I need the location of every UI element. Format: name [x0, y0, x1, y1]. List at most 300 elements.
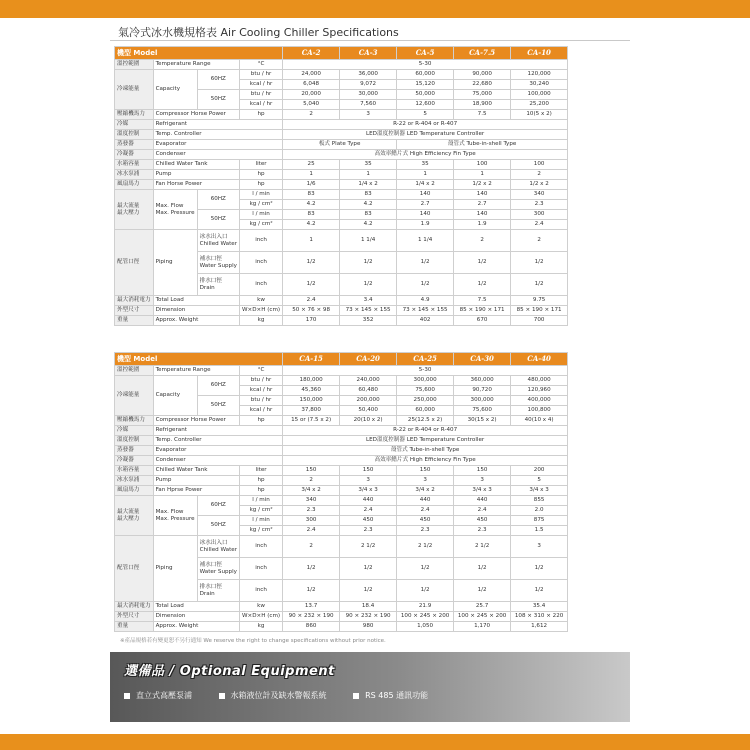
value-cell: R-22 or R-404 or R-407	[283, 120, 568, 130]
unit-cell: kg	[240, 316, 283, 326]
model-name-cell: CA-10	[511, 47, 568, 60]
value-cell: 1/2	[340, 252, 397, 274]
value-cell: 440	[454, 496, 511, 506]
label-en-cell: Refrigerant	[153, 426, 283, 436]
sublabel-en: Water Supply	[199, 568, 237, 575]
value-cell: 殼管式 Tube-in-shell Type	[397, 140, 568, 150]
value-cell: 60,000	[397, 406, 454, 416]
unit-cell: hp	[240, 416, 283, 426]
value-cell: 30,240	[511, 80, 568, 90]
freq-cell: 50HZ	[197, 90, 239, 110]
value-cell: 670	[454, 316, 511, 326]
label-en-cell: Compressor Horse Power	[153, 416, 239, 426]
value-cell: 340	[283, 496, 340, 506]
value-cell: 402	[397, 316, 454, 326]
value-cell: 1/2	[283, 558, 340, 580]
value-cell: 40(10 x 4)	[511, 416, 568, 426]
page-title: 氣冷式冰水機規格表 Air Cooling Chiller Specifications	[118, 26, 399, 39]
value-cell: 4.9	[397, 296, 454, 306]
value-cell: 6,048	[283, 80, 340, 90]
value-cell: 1 1/4	[397, 230, 454, 252]
value-cell: 36,000	[340, 70, 397, 80]
label-en-cell: Piping	[153, 536, 197, 602]
row-refrigerant	[115, 426, 568, 436]
value-cell: 15 or (7.5 x 2)	[283, 416, 340, 426]
row-compressor	[115, 110, 568, 120]
label-en-cell: Chilled Water Tank	[153, 466, 239, 476]
row-fan	[115, 486, 568, 496]
value-cell: 860	[283, 622, 340, 632]
value-cell: 100 × 245 × 200	[454, 612, 511, 622]
value-cell: 2.4	[397, 506, 454, 516]
spec-table-1	[114, 46, 568, 326]
value-cell: 1/2	[454, 252, 511, 274]
unit-cell: inch	[240, 274, 283, 296]
value-cell: 2	[283, 110, 340, 120]
value-cell: 1/2	[397, 274, 454, 296]
value-cell: 100,800	[511, 406, 568, 416]
sublabel-zh: 補水口徑	[199, 562, 222, 569]
row-pump	[115, 476, 568, 486]
value-cell: 83	[340, 210, 397, 220]
value-cell: 90 × 232 × 190	[340, 612, 397, 622]
value-cell: 4.2	[283, 220, 340, 230]
sublabel-zh: 補水口徑	[199, 256, 222, 263]
value-cell: 殼管式 Tube-in-shell Type	[283, 446, 568, 456]
row-piping	[115, 230, 568, 252]
value-cell: 340	[511, 190, 568, 200]
label-en-cell: Total Load	[153, 602, 239, 612]
value-cell: 3/4 x 3	[454, 486, 511, 496]
square-bullet-icon	[124, 693, 130, 699]
model-header: 機型 Model	[115, 353, 283, 366]
sublabel-cell	[197, 230, 239, 252]
top-accent-bar	[0, 0, 750, 18]
row-fan	[115, 180, 568, 190]
label-zh-cell: 冷媒	[115, 120, 154, 130]
row-temp-controller	[115, 436, 568, 446]
value-cell: 25	[283, 160, 340, 170]
value-cell: 90,000	[454, 70, 511, 80]
unit-cell: kcal / hr	[240, 386, 283, 396]
value-cell: 1,612	[511, 622, 568, 632]
row-refrigerant	[115, 120, 568, 130]
value-cell: 板式 Plate Type	[283, 140, 397, 150]
value-cell: 875	[511, 516, 568, 526]
value-cell: 1/4 x 2	[340, 180, 397, 190]
value-cell: 2	[283, 476, 340, 486]
label-zh-cell: 外型尺寸	[115, 306, 154, 316]
value-cell: 250,000	[397, 396, 454, 406]
label-en-pressure: Max. Pressure	[155, 515, 195, 522]
value-cell: 300,000	[454, 396, 511, 406]
header-row	[115, 353, 568, 366]
value-cell: R-22 or R-404 or R-407	[283, 426, 568, 436]
value-cell: 50,000	[397, 90, 454, 100]
value-cell: 1.5	[511, 526, 568, 536]
bottom-accent-bar	[0, 734, 750, 750]
value-cell: 30,000	[340, 90, 397, 100]
row-total-load	[115, 602, 568, 612]
value-cell: 83	[283, 210, 340, 220]
value-cell: 360,000	[454, 376, 511, 386]
value-cell: 3	[511, 536, 568, 558]
value-cell: 25(12.5 x 2)	[397, 416, 454, 426]
value-cell: 3/4 x 2	[283, 486, 340, 496]
unit-cell: kw	[240, 296, 283, 306]
label-zh-cell: 最大消耗電力	[115, 602, 154, 612]
optional-equipment-list	[124, 690, 452, 701]
label-en-cell: Capacity	[153, 376, 197, 416]
value-cell: 3/4 x 3	[511, 486, 568, 496]
value-cell: 100,000	[511, 90, 568, 100]
label-en-cell: Temp. Controller	[153, 436, 283, 446]
label-zh-cell: 溫度控制	[115, 436, 154, 446]
value-cell: 450	[397, 516, 454, 526]
value-cell: 75,600	[397, 386, 454, 396]
value-cell: 85 × 190 × 171	[454, 306, 511, 316]
value-cell: 1	[340, 170, 397, 180]
label-en-cell: Fan Hprse Power	[153, 486, 239, 496]
label-zh-cell: 溫度控制	[115, 130, 154, 140]
freq-cell: 60HZ	[197, 496, 239, 516]
value-cell: 1/2	[397, 580, 454, 602]
label-en-cell: Approx. Weight	[153, 316, 239, 326]
label-zh-cell: 蒸發器	[115, 446, 154, 456]
label-zh-pressure: 最大壓力	[117, 209, 140, 216]
sublabel-en: Chilled Water	[199, 240, 238, 247]
value-cell: 1/2	[283, 274, 340, 296]
unit-cell: liter	[240, 466, 283, 476]
value-cell: 150,000	[283, 396, 340, 406]
unit-cell: kcal / hr	[240, 406, 283, 416]
label-en-cell: Pump	[153, 476, 239, 486]
value-cell: 21.9	[397, 602, 454, 612]
label-zh-flow: 最大流量	[117, 509, 140, 516]
label-en-cell: Evaporator	[153, 446, 283, 456]
label-zh-cell: 冰水泵浦	[115, 476, 154, 486]
unit-cell: inch	[240, 252, 283, 274]
row-evaporator	[115, 446, 568, 456]
unit-cell: hp	[240, 170, 283, 180]
value-cell: 60,000	[397, 70, 454, 80]
label-zh-cell: 冷凍能量	[115, 70, 154, 110]
value-cell: 7.5	[454, 110, 511, 120]
value-cell: 2.7	[397, 200, 454, 210]
value-cell: 1/2	[511, 580, 568, 602]
optional-equipment-title: 選備品 / Optional Equipment	[124, 664, 335, 679]
value-cell: 1	[283, 230, 340, 252]
label-zh-cell: 風扇馬力	[115, 486, 154, 496]
value-cell: 10(5 x 2)	[511, 110, 568, 120]
disclaimer-note: ※產品規格若有變更恕不另行通知 We reserve the right to change specifications without prior notice.	[120, 638, 386, 644]
value-cell: 15,120	[397, 80, 454, 90]
value-cell: 2.4	[283, 526, 340, 536]
value-cell: 18.4	[340, 602, 397, 612]
value-cell: 30(15 x 2)	[454, 416, 511, 426]
value-cell: 75,000	[454, 90, 511, 100]
label-zh-cell: 風扇馬力	[115, 180, 154, 190]
value-cell: 2 1/2	[340, 536, 397, 558]
value-cell: 1/2 x 2	[511, 180, 568, 190]
model-name-cell: CA-30	[454, 353, 511, 366]
unit-cell: °C	[240, 366, 283, 376]
unit-cell: l / min	[240, 190, 283, 200]
label-en-cell: Evaporator	[153, 140, 283, 150]
optional-item	[353, 690, 428, 701]
model-name-cell: CA-15	[283, 353, 340, 366]
unit-cell: hp	[240, 110, 283, 120]
value-cell: 100 × 245 × 200	[397, 612, 454, 622]
value-cell: 1/2	[397, 558, 454, 580]
value-cell: 9,072	[340, 80, 397, 90]
value-cell: 2.3	[340, 526, 397, 536]
value-cell: 700	[511, 316, 568, 326]
label-zh-cell: 配管口徑	[115, 536, 154, 602]
value-cell: 2.3	[397, 526, 454, 536]
unit-cell: °C	[240, 60, 283, 70]
value-cell: 83	[340, 190, 397, 200]
freq-cell: 60HZ	[197, 376, 239, 396]
value-cell: 25.7	[454, 602, 511, 612]
sublabel-zh: 冰水出入口	[199, 540, 228, 547]
value-cell: 300	[283, 516, 340, 526]
value-cell: 3.4	[340, 296, 397, 306]
value-cell: 5	[397, 110, 454, 120]
value-cell: 1/2	[511, 274, 568, 296]
value-cell: 480,000	[511, 376, 568, 386]
value-cell: 120,000	[511, 70, 568, 80]
label-zh-cell: 壓縮機馬力	[115, 416, 154, 426]
spec-table-2	[114, 352, 568, 632]
value-cell: 2.4	[283, 296, 340, 306]
value-cell: 1/2 x 2	[454, 180, 511, 190]
unit-cell: kg / cm²	[240, 506, 283, 516]
value-cell: 3	[397, 476, 454, 486]
freq-cell: 50HZ	[197, 396, 239, 416]
label-zh-cell	[115, 190, 154, 230]
label-en-cell: Temperature Range	[153, 366, 239, 376]
value-cell: 37,800	[283, 406, 340, 416]
value-cell: 2.0	[511, 506, 568, 516]
row-compressor	[115, 416, 568, 426]
value-cell: 400,000	[511, 396, 568, 406]
value-cell: 980	[340, 622, 397, 632]
sublabel-cell	[197, 536, 239, 558]
value-cell: LED溫度控制器 LED Temperature Controller	[283, 436, 568, 446]
value-cell: 150	[454, 466, 511, 476]
value-cell: 140	[397, 210, 454, 220]
value-cell: 855	[511, 496, 568, 506]
value-cell: 35.4	[511, 602, 568, 612]
value-cell: 170	[283, 316, 340, 326]
value-cell: 1/2	[454, 274, 511, 296]
value-cell: 1/4 x 2	[397, 180, 454, 190]
row-weight	[115, 622, 568, 632]
value-cell: 2.3	[454, 526, 511, 536]
freq-cell: 50HZ	[197, 516, 239, 536]
row-flow-pressure	[115, 190, 568, 200]
value-cell: 73 × 145 × 155	[340, 306, 397, 316]
label-en-flow: Max. Flow	[155, 509, 184, 516]
row-evaporator	[115, 140, 568, 150]
label-en-cell: Pump	[153, 170, 239, 180]
unit-cell: kg / cm²	[240, 526, 283, 536]
label-zh-cell	[115, 496, 154, 536]
sublabel-zh: 排水口徑	[199, 278, 222, 285]
model-name-cell: CA-40	[511, 353, 568, 366]
value-cell: 1/2	[454, 580, 511, 602]
value-cell: 100	[511, 160, 568, 170]
value-cell: 2	[283, 536, 340, 558]
sublabel-cell	[197, 274, 239, 296]
value-cell: 90 × 232 × 190	[283, 612, 340, 622]
model-name-cell: CA-5	[397, 47, 454, 60]
value-cell: 450	[454, 516, 511, 526]
value-cell: 73 × 145 × 155	[397, 306, 454, 316]
value-cell: 20,000	[283, 90, 340, 100]
row-condenser	[115, 456, 568, 466]
square-bullet-icon	[353, 693, 359, 699]
value-cell: 75,600	[454, 406, 511, 416]
value-cell: 440	[397, 496, 454, 506]
value-cell: 1	[454, 170, 511, 180]
value-cell: 83	[283, 190, 340, 200]
value-cell: 3/4 x 3	[340, 486, 397, 496]
row-tank	[115, 466, 568, 476]
row-piping	[115, 536, 568, 558]
value-cell: 22,680	[454, 80, 511, 90]
sublabel-en: Water Supply	[199, 262, 237, 269]
label-zh-cell: 水箱容量	[115, 160, 154, 170]
model-name-cell: CA-20	[340, 353, 397, 366]
value-cell: 1/2	[511, 252, 568, 274]
value-cell: 5-30	[283, 60, 568, 70]
sublabel-zh: 冰水出入口	[199, 234, 228, 241]
row-flow-pressure	[115, 496, 568, 506]
value-cell: 2.4	[454, 506, 511, 516]
sublabel-cell	[197, 558, 239, 580]
sublabel-en: Chilled Water	[199, 546, 238, 553]
value-cell: 108 × 310 × 220	[511, 612, 568, 622]
value-cell: 18,900	[454, 100, 511, 110]
value-cell: 1/2	[340, 274, 397, 296]
label-zh-cell: 配管口徑	[115, 230, 154, 296]
value-cell: 7.5	[454, 296, 511, 306]
optional-item-label: 直立式高壓泵浦	[136, 691, 192, 700]
label-en-cell: Capacity	[153, 70, 197, 110]
row-dimension	[115, 306, 568, 316]
label-en-cell: Condenser	[153, 456, 283, 466]
label-zh-cell: 冷媒	[115, 426, 154, 436]
value-cell: 2	[511, 230, 568, 252]
unit-cell: l / min	[240, 516, 283, 526]
value-cell: 2	[454, 230, 511, 252]
value-cell: 140	[454, 190, 511, 200]
value-cell: 13.7	[283, 602, 340, 612]
unit-cell: liter	[240, 160, 283, 170]
sublabel-en: Drain	[199, 284, 215, 291]
value-cell: 7,560	[340, 100, 397, 110]
label-zh-cell: 最大消耗電力	[115, 296, 154, 306]
value-cell: 100	[454, 160, 511, 170]
unit-cell: kg / cm²	[240, 200, 283, 210]
label-en-cell: Compressor Horse Power	[153, 110, 239, 120]
value-cell: 50,400	[340, 406, 397, 416]
unit-cell: hp	[240, 180, 283, 190]
unit-cell: l / min	[240, 210, 283, 220]
unit-cell: kcal / hr	[240, 80, 283, 90]
row-weight	[115, 316, 568, 326]
value-cell: 2 1/2	[397, 536, 454, 558]
value-cell: 1,050	[397, 622, 454, 632]
label-zh-cell: 蒸發器	[115, 140, 154, 150]
value-cell: 200	[511, 466, 568, 476]
value-cell: LED溫度控制器 LED Temperature Controller	[283, 130, 568, 140]
value-cell: 3	[454, 476, 511, 486]
value-cell: 140	[397, 190, 454, 200]
value-cell: 140	[454, 210, 511, 220]
label-zh-cell: 冰水泵浦	[115, 170, 154, 180]
row-capacity	[115, 70, 568, 80]
unit-cell: kg	[240, 622, 283, 632]
value-cell: 150	[397, 466, 454, 476]
sublabel-en: Drain	[199, 590, 215, 597]
value-cell: 5	[511, 476, 568, 486]
model-name-cell: CA-25	[397, 353, 454, 366]
freq-cell: 50HZ	[197, 210, 239, 230]
unit-cell: kg / cm²	[240, 220, 283, 230]
unit-cell: btu / hr	[240, 70, 283, 80]
model-name-cell: CA-2	[283, 47, 340, 60]
value-cell: 12,600	[397, 100, 454, 110]
sublabel-cell	[197, 580, 239, 602]
value-cell: 2	[511, 170, 568, 180]
value-cell: 1	[283, 170, 340, 180]
row-temp-controller	[115, 130, 568, 140]
value-cell: 1/2	[340, 580, 397, 602]
value-cell: 120,960	[511, 386, 568, 396]
label-zh-cell: 重量	[115, 622, 154, 632]
value-cell: 1 1/4	[340, 230, 397, 252]
square-bullet-icon	[219, 693, 225, 699]
optional-item	[219, 690, 327, 701]
value-cell: 高效率鰭片式 High Efficiency Fin Type	[283, 150, 568, 160]
value-cell: 240,000	[340, 376, 397, 386]
row-temp-range	[115, 60, 568, 70]
value-cell: 1/2	[511, 558, 568, 580]
label-zh-cell: 冷凝器	[115, 456, 154, 466]
unit-cell: kw	[240, 602, 283, 612]
optional-equipment-panel	[110, 652, 630, 722]
row-tank	[115, 160, 568, 170]
value-cell: 2.7	[454, 200, 511, 210]
value-cell: 2.4	[511, 220, 568, 230]
value-cell: 1/2	[454, 558, 511, 580]
value-cell: 4.2	[340, 220, 397, 230]
value-cell: 5-30	[283, 366, 568, 376]
label-zh-cell: 冷凝器	[115, 150, 154, 160]
value-cell: 2.3	[511, 200, 568, 210]
value-cell: 5,040	[283, 100, 340, 110]
label-en-cell: Fan Horse Power	[153, 180, 239, 190]
value-cell: 150	[283, 466, 340, 476]
sublabel-cell	[197, 252, 239, 274]
row-total-load	[115, 296, 568, 306]
unit-cell: btu / hr	[240, 376, 283, 386]
value-cell: 20(10 x 2)	[340, 416, 397, 426]
label-zh-pressure: 最大壓力	[117, 515, 140, 522]
